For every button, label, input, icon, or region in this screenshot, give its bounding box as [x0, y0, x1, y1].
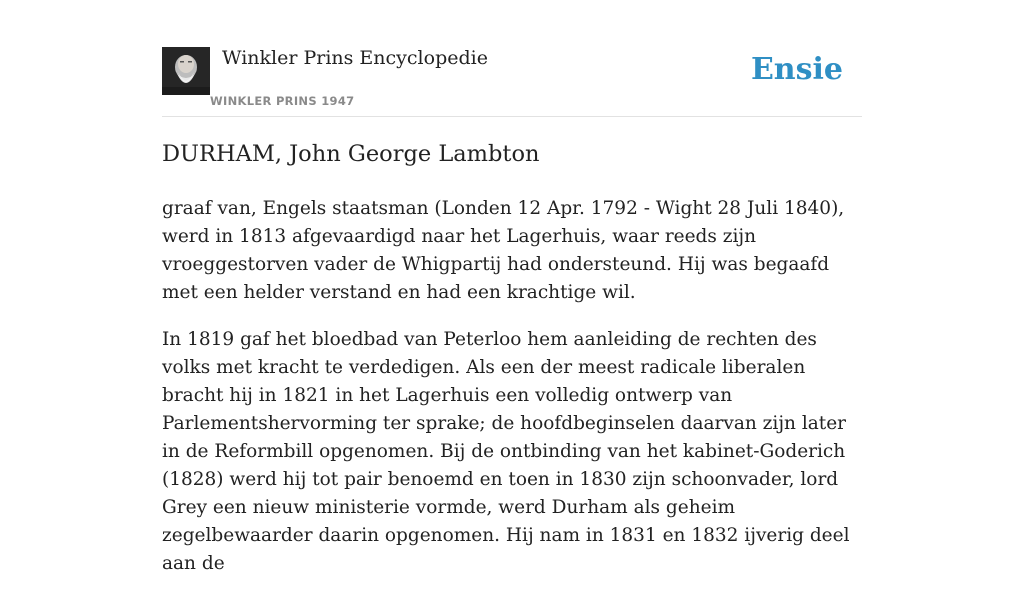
- brand-logo[interactable]: Ensie: [750, 52, 843, 87]
- source-title[interactable]: Winkler Prins Encyclopedie: [222, 47, 488, 69]
- author-avatar[interactable]: [162, 47, 210, 95]
- article: [162, 138, 862, 597]
- article-paragraph: In 1819 gaf het bloedbad van Peterloo hem aanleiding de rechten des volks met kracht te verdedigen. Als een der meest radicale liberalen bracht hij in 1821 in het Lagerhuis een volledig ontwerp van Parlementshervorming ter sprake; de hoofdbeginselen daarvan zijn later in de Reformbill opgenomen. Bij de ontbinding van het kabinet-Goderich (1828) werd hij tot pair benoemd en toen in 1830 zijn schoonvader, lord Grey een nieuw ministerie vormde, werd Durham als geheim zegelbewaarder daarin opgenomen. Hij nam in 1831 en 1832 ijverig deel aan de: [162, 329, 850, 574]
- article-paragraph: graaf van, Engels staatsman (Londen 12 Apr. 1792 - Wight 28 Juli 1840), werd in 1813 afgevaardigd naar het Lagerhuis, waar reeds zijn vroeggestorven vader de Whigpartij had ondersteund. Hij was begaafd met een helder verstand en had een krachtige wil.: [162, 198, 845, 303]
- source-header: [162, 46, 862, 117]
- source-subtitle: WINKLER PRINS 1947: [210, 94, 355, 108]
- article-title: DURHAM, John George Lambton: [162, 141, 540, 167]
- bearded-man-portrait-icon: [162, 47, 210, 95]
